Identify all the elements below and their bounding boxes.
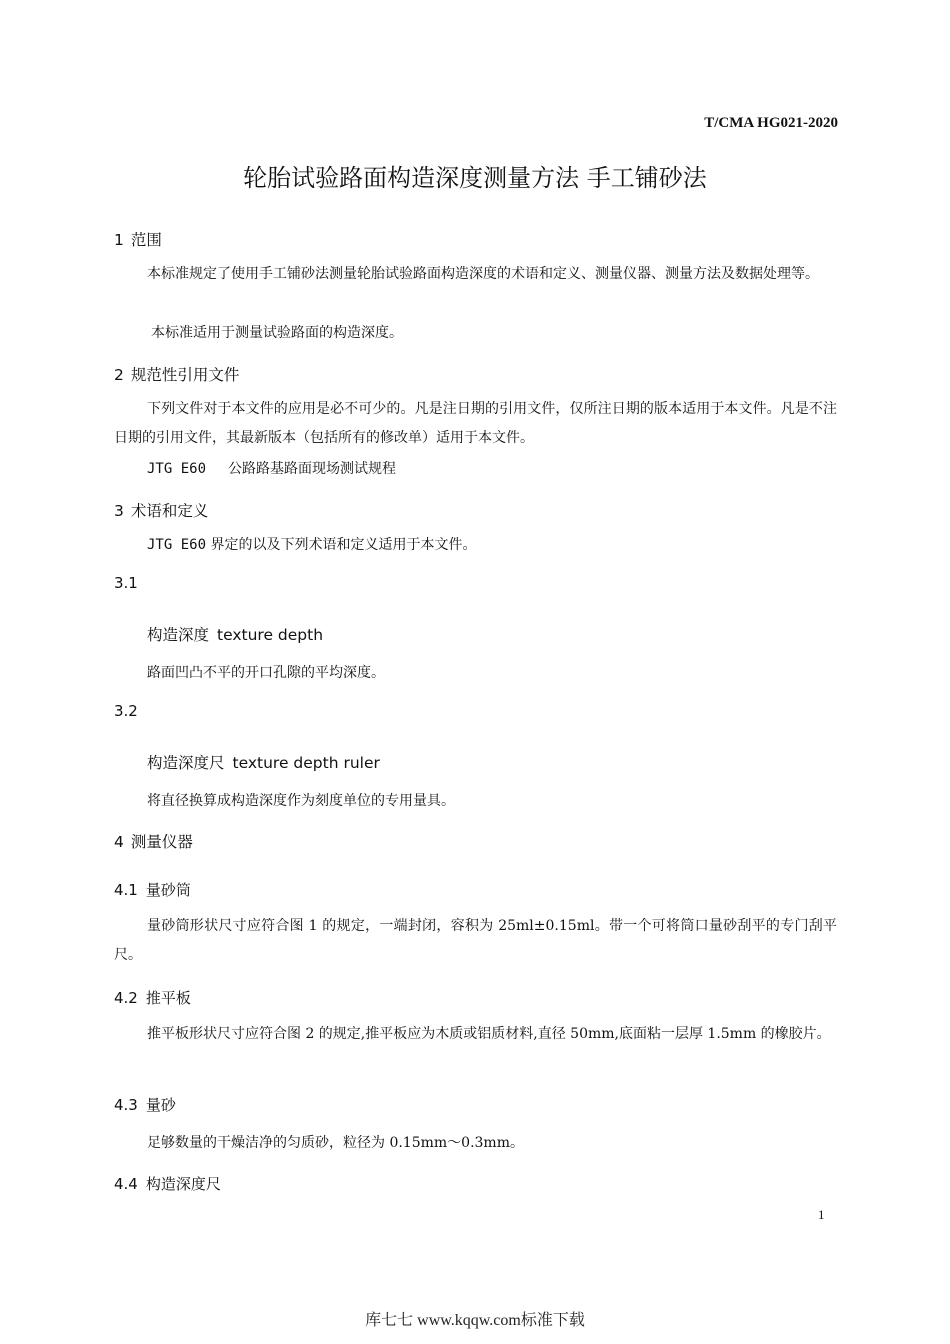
clause-4-4-heading	[114, 1173, 221, 1194]
term-3-1-definition: 路面凹凸不平的开口孔隙的平均深度。	[147, 665, 385, 681]
paragraph-text: 界定的以及下列术语和定义适用于本文件。	[210, 537, 477, 553]
section-3-paragraph-1	[147, 534, 476, 554]
term-3-1	[147, 623, 323, 645]
footer-watermark: 库七七 www.kqqw.com标准下载	[365, 1312, 585, 1329]
reference-code: JTG E60	[147, 537, 207, 553]
clause-4-1-heading	[114, 879, 191, 900]
term-3-2-number: 3.2	[114, 702, 138, 720]
term-chinese: 构造深度尺	[147, 754, 225, 772]
section-3-heading	[114, 499, 208, 521]
term-english: texture depth ruler	[232, 754, 380, 772]
page-number: 1	[818, 1207, 825, 1222]
section-number: 1	[114, 231, 124, 249]
section-title: 规范性引用文件	[130, 366, 240, 384]
clause-title: 量砂	[145, 1096, 176, 1114]
clause-number: 4.1	[114, 881, 138, 899]
normative-reference	[147, 458, 396, 478]
section-1-heading	[114, 228, 162, 250]
clause-number: 4.4	[114, 1175, 138, 1193]
clause-title: 构造深度尺	[145, 1175, 221, 1193]
clause-number: 4.2	[114, 989, 138, 1007]
term-3-2	[147, 751, 380, 773]
clause-title: 推平板	[145, 989, 191, 1007]
section-1-paragraph-2: 本标准适用于测量试验路面的构造深度。	[151, 325, 403, 341]
section-number: 3	[114, 502, 124, 520]
term-english: texture depth	[217, 626, 324, 644]
document-title: 轮胎试验路面构造深度测量方法 手工铺砂法	[243, 164, 707, 192]
clause-4-1-text: 量砂筒形状尺寸应符合图 1 的规定，一端封闭，容积为 25ml±0.15ml。带一个可将筒口量砂刮平的专门刮平尺。	[114, 918, 837, 963]
section-4-heading	[114, 830, 193, 852]
section-2-heading	[114, 363, 239, 385]
section-number: 2	[114, 366, 124, 384]
section-number: 4	[114, 833, 124, 851]
section-title: 测量仪器	[130, 833, 193, 851]
reference-code: JTG E60	[147, 461, 207, 477]
term-3-1-number: 3.1	[114, 574, 138, 592]
section-title: 范围	[130, 231, 162, 249]
clause-4-3-text: 足够数量的干燥洁净的匀质砂，粒径为 0.15mm～0.3mm。	[147, 1135, 524, 1151]
reference-title: 公路路基路面现场测试规程	[228, 461, 397, 477]
clause-4-3-heading	[114, 1094, 176, 1115]
section-1-paragraph-1: 本标准规定了使用手工铺砂法测量轮胎试验路面构造深度的术语和定义、测量仪器、测量方法及数据处理等。	[147, 266, 819, 282]
term-3-2-definition: 将直径换算成构造深度作为刻度单位的专用量具。	[147, 793, 455, 809]
section-2-paragraph-1: 下列文件对于本文件的应用是必不可少的。凡是注日期的引用文件，仅所注日期的版本适用于本文件。凡是不注日期的引用文件，其最新版本（包括所有的修改单）适用于本文件。	[114, 401, 837, 446]
section-title: 术语和定义	[130, 502, 209, 520]
clause-4-2-heading	[114, 987, 191, 1008]
clause-number: 4.3	[114, 1096, 138, 1114]
standard-code: T/CMA HG021-2020	[704, 115, 838, 131]
clause-title: 量砂筒	[145, 881, 191, 899]
clause-4-2-text: 推平板形状尺寸应符合图 2 的规定,推平板应为木质或铝质材料,直径 50mm,底面粘一层厚 1.5mm 的橡胶片。	[147, 1026, 831, 1042]
term-chinese: 构造深度	[147, 626, 210, 644]
